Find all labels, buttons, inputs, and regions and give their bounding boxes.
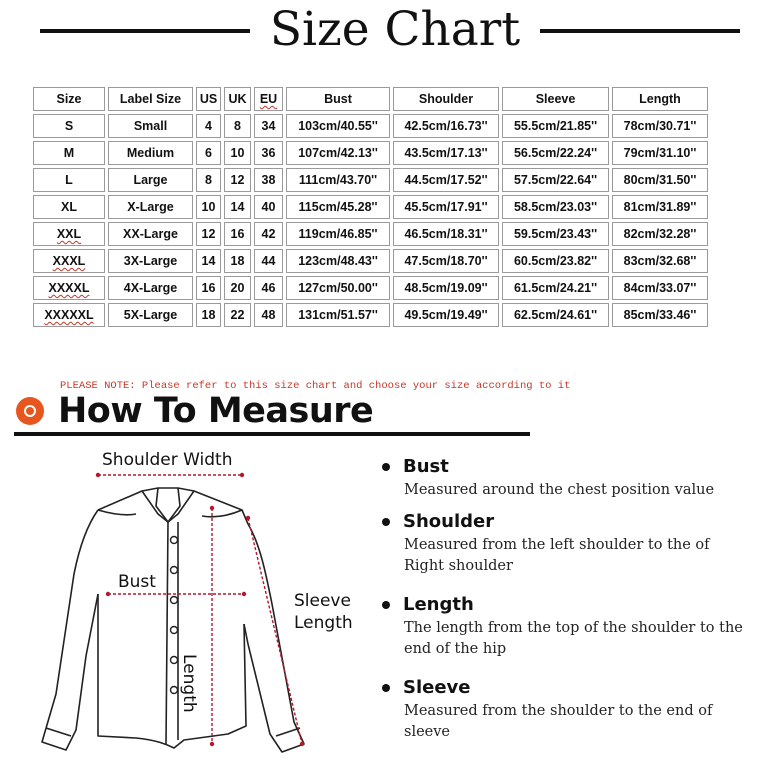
shirt-right-sleeve	[244, 524, 304, 752]
title-rule-right	[540, 29, 740, 33]
cell-text: 61.5cm/24.21''	[513, 281, 598, 295]
size-table	[30, 84, 711, 330]
cell-text: 82cm/32.28''	[623, 227, 697, 241]
table-cell	[224, 249, 251, 273]
table-row	[33, 168, 708, 192]
cell-text: 16	[230, 227, 245, 241]
cell-text: 127cm/50.00''	[298, 281, 378, 295]
cell-text: 103cm/40.55''	[298, 119, 378, 133]
header-text: EU	[259, 92, 278, 106]
table-cell	[254, 195, 283, 219]
cell-text: 81cm/31.89''	[623, 200, 697, 214]
table-header-cell	[502, 87, 609, 111]
table-cell	[612, 114, 708, 138]
cell-text: M	[63, 146, 75, 160]
table-row	[33, 303, 708, 327]
cell-text: 49.5cm/19.49''	[404, 308, 488, 322]
label-bust: Bust	[118, 572, 156, 592]
cell-text: L	[65, 173, 73, 187]
table-cell	[196, 114, 221, 138]
table-cell	[286, 114, 390, 138]
table-cell	[224, 222, 251, 246]
table-cell	[108, 303, 193, 327]
table-cell	[393, 303, 499, 327]
table-cell	[393, 249, 499, 273]
cell-text: 45.5cm/17.91''	[404, 200, 488, 214]
cell-text: 80cm/31.50''	[623, 173, 697, 187]
table-cell	[33, 168, 105, 192]
label-length: Length	[179, 654, 199, 713]
table-cell	[393, 114, 499, 138]
cell-text: XXXL	[52, 254, 86, 268]
table-cell	[254, 303, 283, 327]
cell-text: 48.5cm/19.09''	[404, 281, 488, 295]
cell-text: 59.5cm/23.43''	[513, 227, 598, 241]
table-header-cell	[33, 87, 105, 111]
cell-text: 22	[230, 308, 245, 322]
cell-text: XX-Large	[123, 227, 178, 241]
table-row	[33, 141, 708, 165]
table-cell	[393, 222, 499, 246]
table-cell	[224, 303, 251, 327]
table-header-cell	[224, 87, 251, 111]
cell-text: 4	[205, 119, 212, 133]
header-text: US	[199, 92, 218, 106]
how-to-measure-title: How To Measure	[58, 391, 374, 431]
table-cell	[393, 195, 499, 219]
cell-text: 57.5cm/22.64''	[513, 173, 598, 187]
table-cell	[502, 276, 609, 300]
table-cell	[33, 141, 105, 165]
cell-text: XL	[61, 200, 77, 214]
label-sleeve-length-2: Length	[294, 613, 353, 633]
table-cell	[393, 276, 499, 300]
header-text: UK	[228, 92, 247, 106]
table-cell	[393, 168, 499, 192]
table-cell	[502, 303, 609, 327]
table-cell	[33, 114, 105, 138]
cell-text: 111cm/43.70''	[298, 173, 378, 187]
cell-text: 14	[230, 200, 245, 214]
shirt-measure-diagram	[16, 444, 366, 768]
cell-text: 36	[261, 146, 276, 160]
label-sleeve-length-1: Sleeve	[294, 591, 351, 611]
table-cell	[502, 168, 609, 192]
table-cell	[612, 141, 708, 165]
table-cell	[254, 168, 283, 192]
table-cell	[502, 249, 609, 273]
cell-text: 14	[201, 254, 216, 268]
definition-desc: Measured around the chest position value	[404, 482, 715, 498]
table-header-cell	[393, 87, 499, 111]
table-cell	[33, 222, 105, 246]
header-text: Label Size	[119, 92, 182, 106]
cell-text: 46.5cm/18.31''	[404, 227, 488, 241]
table-cell	[108, 222, 193, 246]
cell-text: 62.5cm/24.61''	[513, 308, 598, 322]
cell-text: 79cm/31.10''	[623, 146, 697, 160]
table-cell	[286, 276, 390, 300]
table-cell	[196, 276, 221, 300]
cell-text: 4X-Large	[123, 281, 178, 295]
bullet-icon	[382, 518, 390, 526]
cell-text: 131cm/51.57''	[298, 308, 378, 322]
cell-text: 44.5cm/17.52''	[404, 173, 488, 187]
cell-text: 44	[261, 254, 276, 268]
table-cell	[196, 222, 221, 246]
table-cell	[108, 141, 193, 165]
table-cell	[502, 222, 609, 246]
table-cell	[224, 195, 251, 219]
cell-text: 83cm/32.68''	[623, 254, 697, 268]
table-cell	[502, 141, 609, 165]
cell-text: 60.5cm/23.82''	[513, 254, 598, 268]
table-header-cell	[286, 87, 390, 111]
table-cell	[196, 141, 221, 165]
table-cell	[286, 249, 390, 273]
cell-text: 3X-Large	[123, 254, 178, 268]
table-cell	[33, 276, 105, 300]
cell-text: 48	[261, 308, 276, 322]
cell-text: 107cm/42.13''	[298, 146, 378, 160]
table-cell	[196, 249, 221, 273]
shirt-collar	[142, 491, 194, 522]
table-cell	[224, 168, 251, 192]
table-row	[33, 114, 708, 138]
definition-term: Bust	[403, 456, 449, 477]
table-cell	[224, 276, 251, 300]
table-cell	[612, 168, 708, 192]
cell-text: 18	[201, 308, 216, 322]
table-cell	[196, 168, 221, 192]
bullet-icon	[382, 684, 390, 692]
header-text: Length	[639, 92, 681, 106]
cell-text: 46	[261, 281, 276, 295]
cell-text: XXL	[56, 227, 82, 241]
label-shoulder-width: Shoulder Width	[102, 450, 233, 470]
cell-text: 43.5cm/17.13''	[404, 146, 488, 160]
table-cell	[286, 168, 390, 192]
size-note: PLEASE NOTE: Please refer to this size chart and choose your size according to it	[60, 380, 571, 392]
shirt-body	[98, 594, 246, 748]
table-cell	[108, 249, 193, 273]
table-cell	[286, 303, 390, 327]
header-text: Bust	[324, 92, 352, 106]
cell-text: 84cm/33.07''	[623, 281, 697, 295]
table-cell	[502, 195, 609, 219]
table-cell	[196, 303, 221, 327]
cell-text: 42	[261, 227, 276, 241]
cell-text: 123cm/48.43''	[298, 254, 378, 268]
table-cell	[612, 222, 708, 246]
table-header-cell	[254, 87, 283, 111]
cell-text: 40	[261, 200, 276, 214]
table-cell	[224, 141, 251, 165]
table-header-cell	[612, 87, 708, 111]
cell-text: 85cm/33.46''	[623, 308, 697, 322]
header-text: Size	[56, 92, 82, 106]
cell-text: Small	[133, 119, 168, 133]
table-cell	[33, 249, 105, 273]
table-cell	[108, 276, 193, 300]
header-text: Shoulder	[418, 92, 474, 106]
cell-text: 12	[201, 227, 216, 241]
cell-text: Large	[133, 173, 168, 187]
cell-text: 115cm/45.28''	[298, 200, 378, 214]
table-cell	[254, 222, 283, 246]
table-cell	[286, 222, 390, 246]
cell-text: 12	[230, 173, 245, 187]
table-row	[33, 276, 708, 300]
cell-text: Medium	[126, 146, 175, 160]
table-cell	[612, 195, 708, 219]
heading-underline	[14, 432, 530, 436]
table-cell	[393, 141, 499, 165]
cell-text: 8	[234, 119, 241, 133]
table-cell	[612, 303, 708, 327]
cell-text: 119cm/46.85''	[298, 227, 378, 241]
cell-text: 55.5cm/21.85''	[513, 119, 598, 133]
title-rule-left	[40, 29, 250, 33]
bullet-icon	[382, 601, 390, 609]
cell-text: S	[64, 119, 74, 133]
cell-text: 10	[230, 146, 245, 160]
page-title: Size Chart	[269, 2, 521, 57]
bullet-icon	[382, 463, 390, 471]
table-header-cell	[196, 87, 221, 111]
cell-text: 18	[230, 254, 245, 268]
definition-desc: Measured from the shoulder to the end of sleeve	[404, 703, 713, 740]
cell-text: 42.5cm/16.73''	[404, 119, 488, 133]
definition-desc: The length from the top of the shoulder to the end of the hip	[404, 620, 743, 657]
table-cell	[286, 141, 390, 165]
circle-bullet-icon	[16, 397, 44, 425]
cell-text: 38	[261, 173, 276, 187]
cell-text: X-Large	[127, 200, 174, 214]
cell-text: XXXXL	[48, 281, 90, 295]
definition-term: Sleeve	[403, 677, 471, 698]
table-cell	[108, 195, 193, 219]
cell-text: 10	[201, 200, 216, 214]
definition-term: Shoulder	[403, 511, 495, 532]
table-cell	[224, 114, 251, 138]
table-cell	[254, 141, 283, 165]
table-cell	[108, 114, 193, 138]
table-cell	[502, 114, 609, 138]
cell-text: 8	[205, 173, 212, 187]
table-row	[33, 222, 708, 246]
cell-text: 78cm/30.71''	[623, 119, 697, 133]
cell-text: XXXXXL	[44, 308, 94, 322]
table-cell	[33, 303, 105, 327]
shirt-left-sleeve	[42, 510, 98, 750]
cell-text: 5X-Large	[123, 308, 178, 322]
table-header-cell	[108, 87, 193, 111]
table-header-row	[33, 87, 708, 111]
table-cell	[254, 114, 283, 138]
definition-term: Length	[403, 594, 474, 615]
header-text: Sleeve	[535, 92, 576, 106]
table-row	[33, 195, 708, 219]
table-cell	[254, 276, 283, 300]
cell-text: 47.5cm/18.70''	[404, 254, 488, 268]
cell-text: 20	[230, 281, 245, 295]
cell-text: 16	[201, 281, 216, 295]
definition-desc: Measured from the left shoulder to the of Right shoulder	[404, 537, 710, 574]
cell-text: 6	[205, 146, 212, 160]
table-cell	[33, 195, 105, 219]
table-cell	[286, 195, 390, 219]
table-row	[33, 249, 708, 273]
table-cell	[196, 195, 221, 219]
cell-text: 58.5cm/23.03''	[513, 200, 598, 214]
cell-text: 34	[261, 119, 276, 133]
table-cell	[254, 249, 283, 273]
table-cell	[612, 276, 708, 300]
title-area	[0, 0, 768, 62]
table-cell	[612, 249, 708, 273]
table-cell	[108, 168, 193, 192]
cell-text: 56.5cm/22.24''	[513, 146, 598, 160]
